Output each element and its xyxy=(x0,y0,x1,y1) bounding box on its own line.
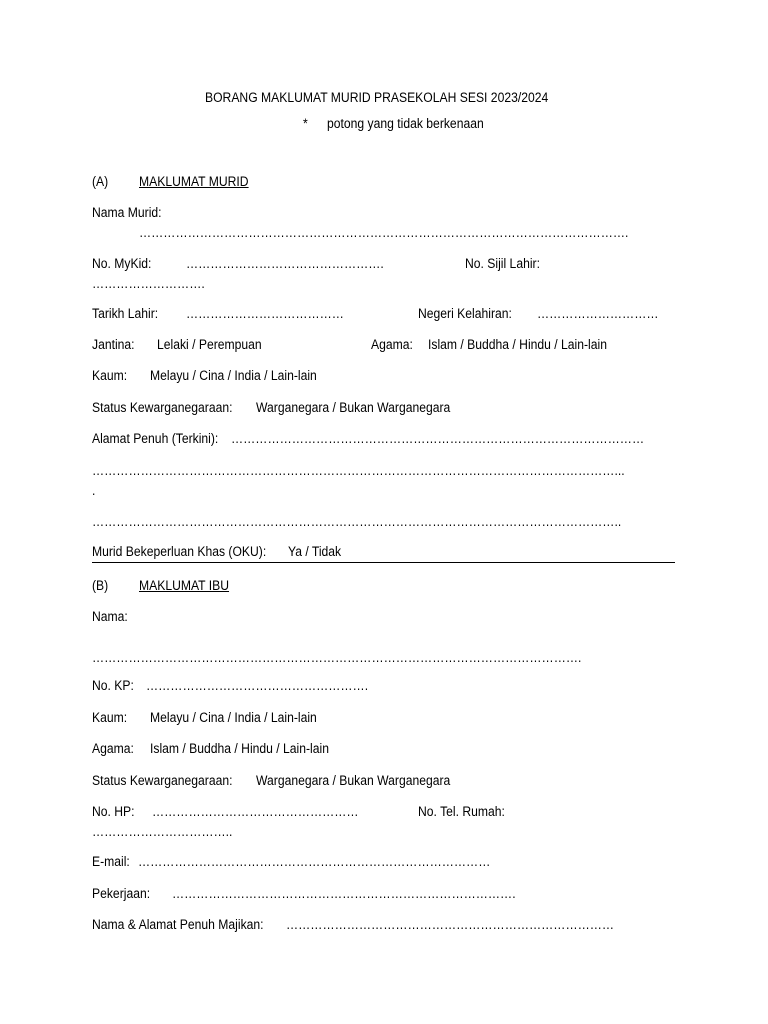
section-a-heading: MAKLUMAT MURID xyxy=(139,174,249,189)
agama-ibu-label: Agama: xyxy=(92,741,134,756)
tarikh-lahir-field[interactable]: ………………………………… xyxy=(186,306,344,321)
no-tel-rumah-label: No. Tel. Rumah: xyxy=(418,804,505,819)
no-kp-label: No. KP: xyxy=(92,678,134,693)
sijil-lahir-label: No. Sijil Lahir: xyxy=(465,256,540,271)
alamat-line-2[interactable]: …………………………………………………………………………………………………………………... xyxy=(92,463,625,478)
status-kewarganegaraan-options[interactable]: Warganegara / Bukan Warganegara xyxy=(256,400,451,415)
pekerjaan-label: Pekerjaan: xyxy=(92,886,151,901)
negeri-kelahiran-label: Negeri Kelahiran: xyxy=(418,306,512,321)
agama-ibu-options[interactable]: Islam / Buddha / Hindu / Lain-lain xyxy=(150,741,329,756)
sijil-lahir-field[interactable]: ………………………. xyxy=(92,276,205,291)
alamat-field[interactable]: ………………………………………………………………………………………… xyxy=(231,431,645,446)
oku-options[interactable]: Ya / Tidak xyxy=(288,544,342,559)
agama-label: Agama: xyxy=(371,337,413,352)
jantina-options[interactable]: Lelaki / Perempuan xyxy=(157,337,262,352)
section-b-heading: MAKLUMAT IBU xyxy=(139,578,230,593)
section-a-letter: (A) xyxy=(92,174,109,189)
section-b-letter: (B) xyxy=(92,578,109,593)
kaum-ibu-label: Kaum: xyxy=(92,710,128,725)
agama-options[interactable]: Islam / Buddha / Hindu / Lain-lain xyxy=(428,337,607,352)
majikan-label: Nama & Alamat Penuh Majikan: xyxy=(92,917,264,932)
majikan-field[interactable]: ……………………………………………………………………… xyxy=(286,917,615,932)
no-hp-field[interactable]: …………………………………………… xyxy=(152,804,359,819)
status-ibu-options[interactable]: Warganegara / Bukan Warganegara xyxy=(256,773,451,788)
kaum-label: Kaum: xyxy=(92,368,128,383)
kaum-ibu-options[interactable]: Melayu / Cina / India / Lain-lain xyxy=(150,710,317,725)
no-kp-field[interactable]: ………………………………………………. xyxy=(146,678,369,693)
jantina-label: Jantina: xyxy=(92,337,135,352)
oku-label: Murid Bekeperluan Khas (OKU): xyxy=(92,544,267,559)
status-ibu-label: Status Kewarganegaraan: xyxy=(92,773,233,788)
mykid-field[interactable]: …………………………………………. xyxy=(186,256,384,271)
tarikh-lahir-label: Tarikh Lahir: xyxy=(92,306,159,321)
alamat-label: Alamat Penuh (Terkini): xyxy=(92,431,219,446)
alamat-line-3[interactable]: ………………………………………………………………………………………………………………….. xyxy=(92,514,622,529)
nama-ibu-field[interactable]: …………………………………………………………………………………………………………. xyxy=(92,650,582,665)
kaum-options[interactable]: Melayu / Cina / India / Lain-lain xyxy=(150,368,317,383)
status-kewarganegaraan-label: Status Kewarganegaraan: xyxy=(92,400,233,415)
note-asterisk: * xyxy=(303,116,308,131)
no-hp-label: No. HP: xyxy=(92,804,135,819)
form-note: potong yang tidak berkenaan xyxy=(327,116,484,131)
no-tel-rumah-field[interactable]: …………………………….. xyxy=(92,824,233,839)
mykid-label: No. MyKid: xyxy=(92,256,152,271)
email-label: E-mail: xyxy=(92,854,130,869)
alamat-line-2-end: . xyxy=(92,483,96,498)
nama-murid-field[interactable]: …………………………………………………………………………………………………………. xyxy=(139,225,629,240)
negeri-kelahiran-field[interactable]: ………………………… xyxy=(537,306,659,321)
pekerjaan-field[interactable]: …………………………………………………………………………. xyxy=(172,886,516,901)
section-divider xyxy=(92,562,675,563)
nama-murid-label: Nama Murid: xyxy=(92,205,162,220)
nama-ibu-label: Nama: xyxy=(92,609,128,624)
email-field[interactable]: …………………………………………………………………………… xyxy=(138,854,491,869)
form-title: BORANG MAKLUMAT MURID PRASEKOLAH SESI 2023/2024 xyxy=(205,90,549,105)
